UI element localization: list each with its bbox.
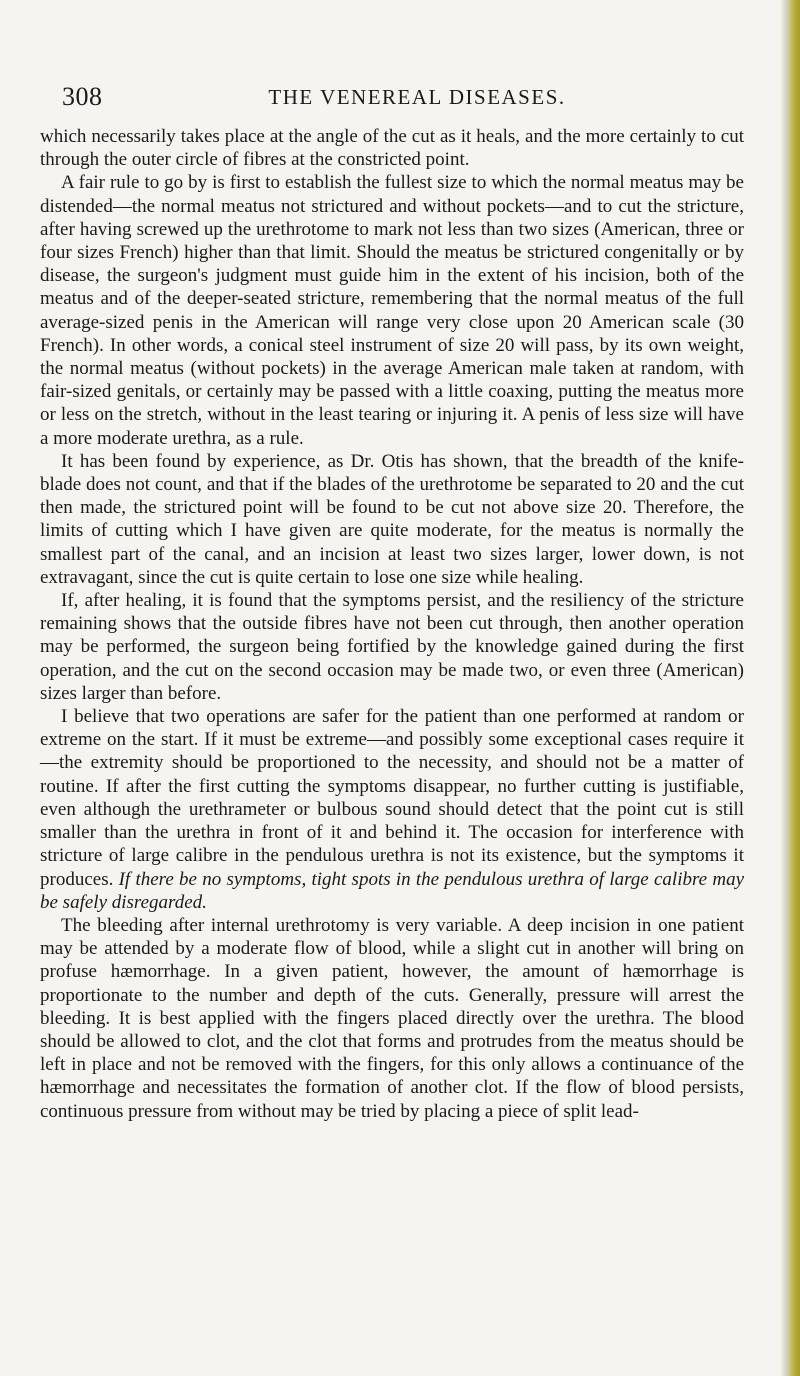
paragraph-4: If, after healing, it is found that the symptoms persist, and the resiliency of the stricture remaining shows that the outside fibres have not been cut through, then another operation may be performed, the surgeon being fortified by the knowledge gained during the first operation, and the cut on the second occasion may be made two, or even three (American) sizes larger than before. <box>40 590 744 704</box>
page-number: 308 <box>62 82 103 111</box>
paragraph-5-text: I believe that two operations are safer for the patient than one performed at random or extreme on the start. If it must be extreme—and possibly some exceptional cases require it—the extremity should be proportioned to the necessity, and should not be a matter of routine. If after the first cutting the symptoms disappear, no further cutting is justifiable, even although the urethrameter or bulbous sound should detect that the point cut is still smaller than the urethra in front of it and behind it. The occasion for interference with stricture of large calibre in the pendulous urethra is not its existence, but the symptoms it produces. <box>40 706 744 890</box>
body-text <box>40 125 744 1123</box>
page-header <box>62 82 752 112</box>
paragraph-2: A fair rule to go by is first to establish the fullest size to which the normal meatus may be distended—the normal meatus not strictured and without pockets—and to cut the stricture, after having screwed up the urethrotome to mark not less than two sizes (American, three or four sizes French) higher than that limit. Should the meatus be strictured congenitally or by disease, the surgeon's judgment must guide him in the extent of his incision, both of the meatus and of the deeper-seated stricture, remembering that the normal meatus of the full average-sized penis in the American will range very close upon 20 American scale (30 French). In other words, a conical steel instrument of size 20 will pass, by its own weight, the normal meatus (without pockets) in the average American male taken at random, with fair-sized genitals, or certainly may be passed with a little coaxing, putting the meatus more or less on the stretch, without in the least tearing or injuring it. A penis of less size will have a more moderate urethra, as a rule. <box>40 172 744 449</box>
page-edge <box>786 0 800 1376</box>
paragraph-1: which necessarily takes place at the angle of the cut as it heals, and the more certainly to cut through the outer circle of fibres at the constricted point. <box>40 126 744 171</box>
paragraph-5-italic: If there be no symptoms, tight spots in the pendulous urethra of large calibre may be safely disregarded. <box>40 868 745 913</box>
paragraph-3: It has been found by experience, as Dr. Otis has shown, that the breadth of the knife-blade does not count, and that if the blades of the urethrotome be separated to 20 and the cut then made, the strictured point will be found to be cut not above size 20. Therefore, the limits of cutting which I have given are quite moderate, for the meatus is normally the smallest part of the canal, and an incision at least two sizes larger, lower down, is not extravagant, since the cut is quite certain to lose one size while healing. <box>40 450 744 588</box>
paragraph-5 <box>40 705 744 914</box>
paragraph-6: The bleeding after internal urethrotomy is very variable. A deep incision in one patient may be attended by a moderate flow of blood, while a slight cut in another will bring on profuse hæmorrhage. In a given patient, however, the amount of hæmorrhage is proportionate to the number and depth of the cuts. Generally, pressure will arrest the bleeding. It is best applied with the fingers placed directly over the urethra. The blood should be allowed to clot, and the clot that forms and protrudes from the meatus should be left in place and not be removed with the fingers, for this only allows a continuance of the hæmorrhage and necessitates the formation of another clot. If the flow of blood persists, continuous pressure from without may be tried by placing a piece of split lead- <box>40 914 744 1122</box>
running-title: THE VENEREAL DISEASES. <box>268 85 566 109</box>
